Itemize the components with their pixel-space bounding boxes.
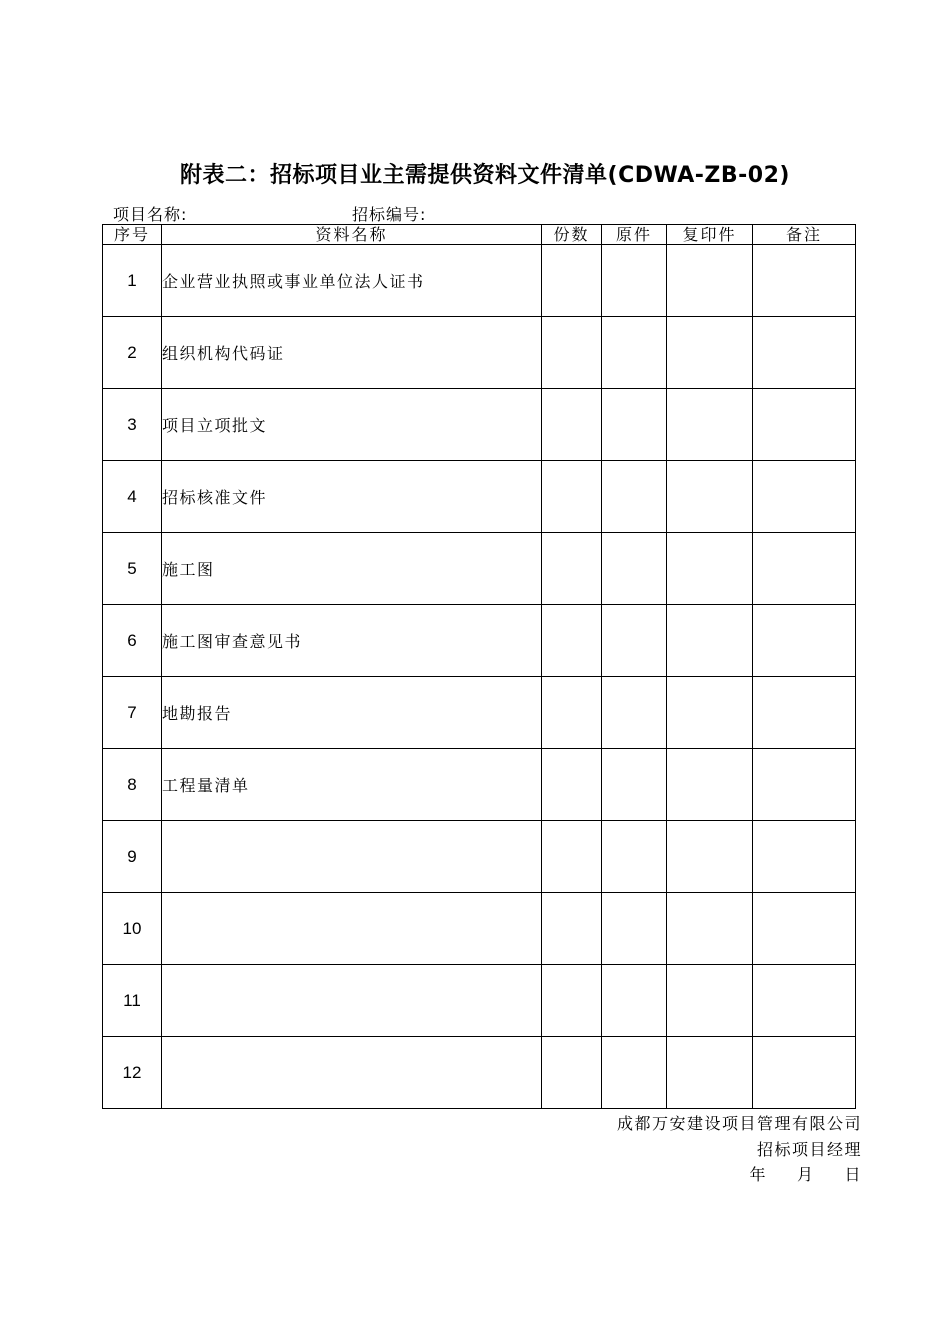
row-copies-cell: [542, 965, 602, 1037]
project-name-label: 项目名称:: [113, 205, 188, 224]
row-photocopy-cell: [667, 245, 753, 317]
company-name: 成都万安建设项目管理有限公司: [616, 1114, 862, 1133]
row-original-cell: [602, 317, 667, 389]
row-copies-cell: [542, 893, 602, 965]
row-copies-cell: [542, 821, 602, 893]
row-original-cell: [602, 533, 667, 605]
row-photocopy-cell: [667, 821, 753, 893]
row-remarks-cell: [753, 245, 856, 317]
row-document-name: [162, 893, 542, 965]
row-document-name: 工程量清单: [162, 749, 542, 821]
table-row: [103, 245, 856, 317]
header-serial: 序号: [103, 225, 162, 245]
table-row: [103, 1037, 856, 1109]
table-row: [103, 389, 856, 461]
year-label: 年: [749, 1165, 767, 1184]
row-serial: 9: [103, 821, 162, 893]
row-copies-cell: [542, 1037, 602, 1109]
row-copies-cell: [542, 461, 602, 533]
row-serial: 8: [103, 749, 162, 821]
row-copies-cell: [542, 533, 602, 605]
row-photocopy-cell: [667, 893, 753, 965]
row-document-name: 地勘报告: [162, 677, 542, 749]
row-document-name: [162, 821, 542, 893]
row-remarks-cell: [753, 389, 856, 461]
row-document-name: [162, 1037, 542, 1109]
row-photocopy-cell: [667, 461, 753, 533]
row-copies-cell: [542, 677, 602, 749]
table-row: [103, 605, 856, 677]
row-copies-cell: [542, 317, 602, 389]
row-remarks-cell: [753, 605, 856, 677]
row-document-name: 招标核准文件: [162, 461, 542, 533]
header-photocopy: 复印件: [667, 225, 753, 245]
row-original-cell: [602, 1037, 667, 1109]
row-document-name: 施工图审查意见书: [162, 605, 542, 677]
row-original-cell: [602, 389, 667, 461]
row-serial: 3: [103, 389, 162, 461]
row-original-cell: [602, 749, 667, 821]
row-serial: 6: [103, 605, 162, 677]
project-manager-label: 招标项目经理: [756, 1140, 862, 1159]
row-original-cell: [602, 965, 667, 1037]
row-copies-cell: [542, 749, 602, 821]
row-serial: 4: [103, 461, 162, 533]
table-row: [103, 533, 856, 605]
row-copies-cell: [542, 605, 602, 677]
row-remarks-cell: [753, 749, 856, 821]
table-header-row: [103, 225, 856, 245]
row-document-name: 企业营业执照或事业单位法人证书: [162, 245, 542, 317]
row-copies-cell: [542, 245, 602, 317]
row-photocopy-cell: [667, 605, 753, 677]
row-original-cell: [602, 461, 667, 533]
header-copies: 份数: [542, 225, 602, 245]
row-copies-cell: [542, 389, 602, 461]
document-title: 附表二：招标项目业主需提供资料文件清单(CDWA-ZB-02): [180, 163, 790, 188]
row-remarks-cell: [753, 677, 856, 749]
row-original-cell: [602, 677, 667, 749]
row-photocopy-cell: [667, 965, 753, 1037]
row-photocopy-cell: [667, 533, 753, 605]
row-document-name: [162, 965, 542, 1037]
row-document-name: 施工图: [162, 533, 542, 605]
month-label: 月: [796, 1165, 815, 1184]
header-document-name: 资料名称: [162, 225, 542, 245]
row-remarks-cell: [753, 533, 856, 605]
row-remarks-cell: [753, 317, 856, 389]
row-serial: 5: [103, 533, 162, 605]
row-serial: 2: [103, 317, 162, 389]
row-serial: 11: [103, 965, 162, 1037]
row-original-cell: [602, 245, 667, 317]
row-remarks-cell: [753, 965, 856, 1037]
row-original-cell: [602, 821, 667, 893]
header-remarks: 备注: [753, 225, 856, 245]
header-original: 原件: [602, 225, 667, 245]
row-original-cell: [602, 605, 667, 677]
table-row: [103, 893, 856, 965]
table-row: [103, 461, 856, 533]
day-label: 日: [844, 1165, 862, 1184]
row-remarks-cell: [753, 821, 856, 893]
row-photocopy-cell: [667, 1037, 753, 1109]
document-list-table: [102, 224, 856, 1109]
row-serial: 1: [103, 245, 162, 317]
table-row: [103, 677, 856, 749]
bid-number-label: 招标编号:: [352, 205, 427, 224]
row-serial: 10: [103, 893, 162, 965]
row-serial: 12: [103, 1037, 162, 1109]
row-photocopy-cell: [667, 317, 753, 389]
row-document-name: 组织机构代码证: [162, 317, 542, 389]
date-line: [749, 1162, 862, 1185]
table-row: [103, 749, 856, 821]
table-row: [103, 317, 856, 389]
row-serial: 7: [103, 677, 162, 749]
row-original-cell: [602, 893, 667, 965]
row-remarks-cell: [753, 1037, 856, 1109]
row-photocopy-cell: [667, 389, 753, 461]
table-row: [103, 821, 856, 893]
row-remarks-cell: [753, 461, 856, 533]
row-photocopy-cell: [667, 749, 753, 821]
row-document-name: 项目立项批文: [162, 389, 542, 461]
row-remarks-cell: [753, 893, 856, 965]
table-row: [103, 965, 856, 1037]
row-photocopy-cell: [667, 677, 753, 749]
